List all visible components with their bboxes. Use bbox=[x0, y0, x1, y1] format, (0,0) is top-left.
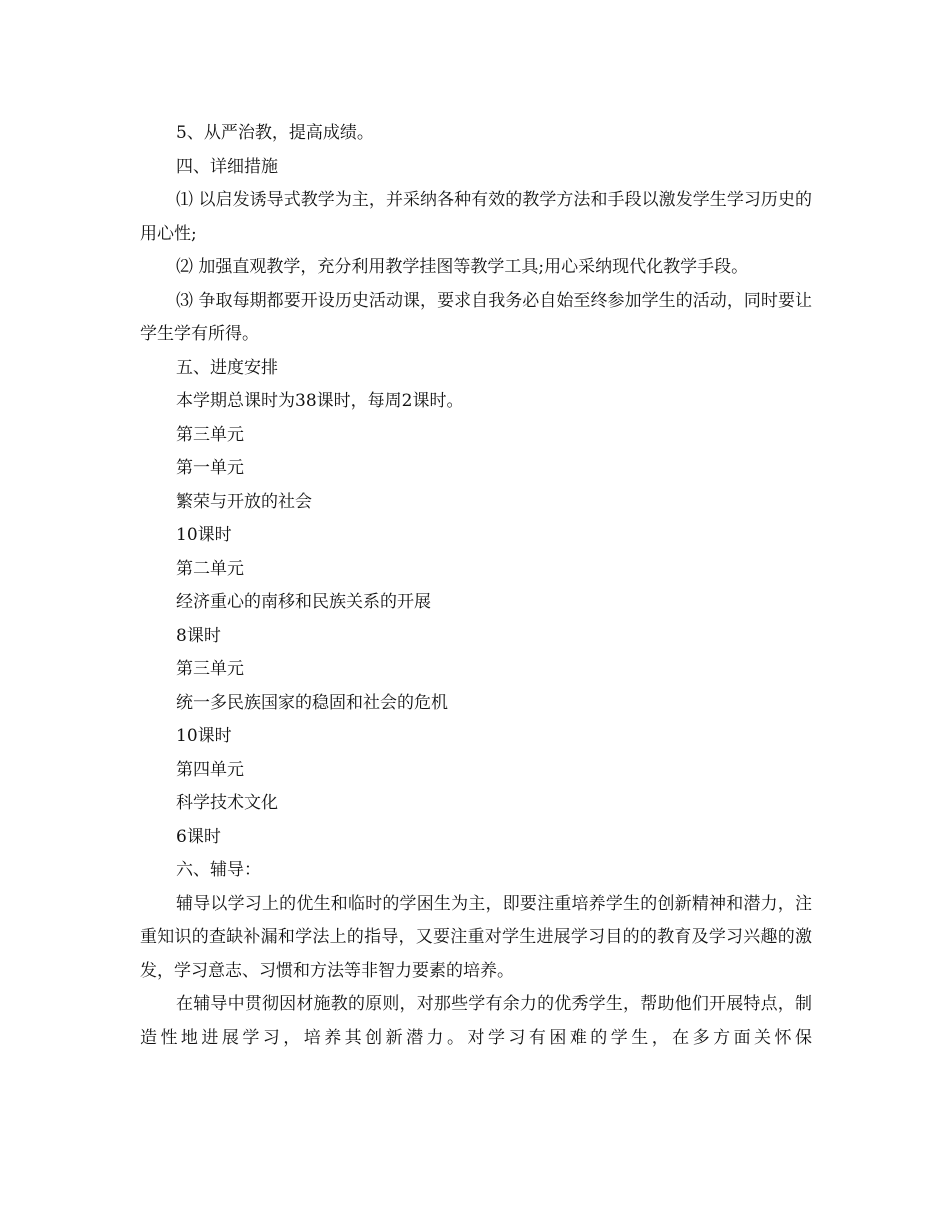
unit-line: 第三单元 bbox=[176, 424, 244, 445]
unit-title: 科学技术文化 bbox=[176, 793, 278, 813]
unit-hours: 10课时 bbox=[176, 726, 232, 746]
heading-section-4: 四、详细措施 bbox=[176, 156, 278, 177]
unit-title: 统一多民族国家的稳固和社会的危机 bbox=[176, 692, 448, 713]
unit-line: 第二单元 bbox=[176, 558, 244, 579]
unit-line: 第三单元 bbox=[176, 659, 244, 679]
paragraph-measure-1: ⑴ 以启发诱导式教学为主，并采纳各种有效的教学方法和手段以激发学生学习历史的用心性; bbox=[140, 190, 812, 244]
unit-line: 第一单元 bbox=[176, 458, 244, 478]
unit-hours: 6课时 bbox=[176, 826, 221, 847]
document-body bbox=[140, 117, 812, 1055]
paragraph-measure-3: ⑶ 争取每期都要开设历史活动课，要求自我务必自始至终参加学生的活动，同时要让学生学有所得。 bbox=[140, 290, 812, 344]
unit-title: 繁荣与开放的社会 bbox=[176, 491, 312, 512]
paragraph-tutoring-2: 在辅导中贯彻因材施教的原则，对那些学有余力的优秀学生，帮助他们开展特点，制造性地进展学习，培养其创新潜力。对学习有困难的学生，在多方面关怀保 bbox=[140, 994, 812, 1048]
heading-section-5: 五、进度安排 bbox=[176, 357, 278, 378]
paragraph-total-hours: 本学期总课时为38课时，每周2课时。 bbox=[176, 391, 464, 411]
unit-line: 第四单元 bbox=[176, 759, 244, 780]
unit-hours: 8课时 bbox=[176, 625, 221, 646]
paragraph-point-5: 5、从严治教，提高成绩。 bbox=[176, 123, 374, 143]
heading-section-6: 六、辅导： bbox=[176, 860, 261, 880]
unit-hours: 10课时 bbox=[176, 525, 232, 545]
paragraph-tutoring-1: 辅导以学习上的优生和临时的学困生为主，即要注重培养学生的创新精神和潜力，注重知识的查缺补漏和学法上的指导，又要注重对学生进展学习目的的教育及学习兴趣的激发，学习意志、习惯和方法等非智力要素的培养。 bbox=[140, 893, 812, 981]
unit-title: 经济重心的南移和民族关系的开展 bbox=[176, 592, 431, 612]
paragraph-measure-2: ⑵ 加强直观教学，充分利用教学挂图等教学工具;用心采纳现代化教学手段。 bbox=[176, 257, 749, 277]
